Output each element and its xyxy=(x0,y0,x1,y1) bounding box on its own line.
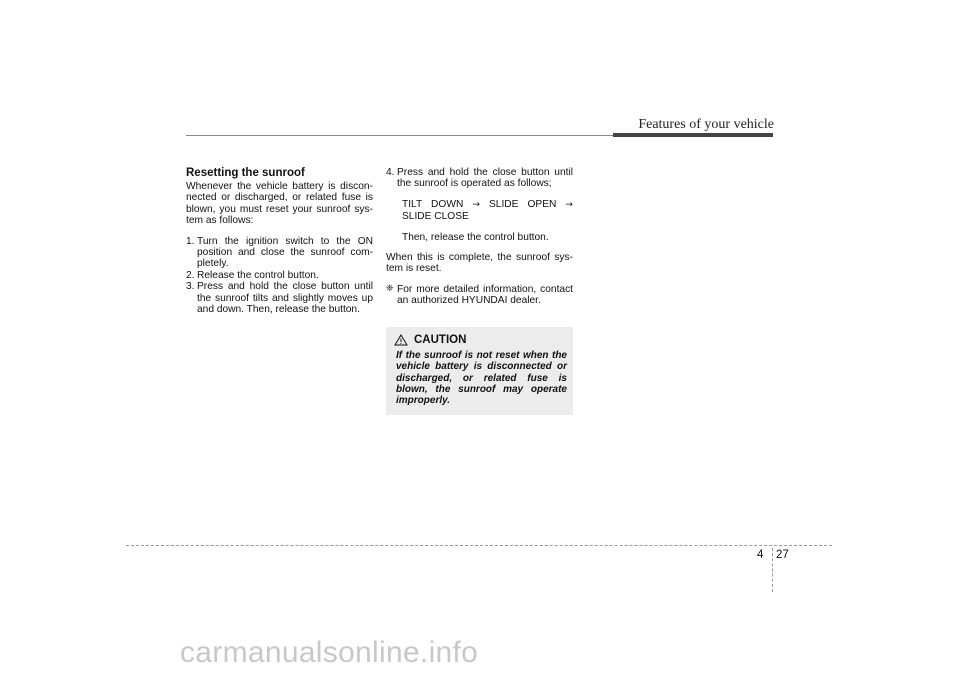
sequence-step: SLIDE OPEN xyxy=(488,198,557,210)
watermark: carmanualsonline.info xyxy=(180,636,479,669)
list-item xyxy=(186,281,373,315)
right-column xyxy=(386,167,573,307)
header-title: Features of your vehicle xyxy=(638,117,774,132)
completion-paragraph: When this is complete, the sunroof sys-tem is reset. xyxy=(386,252,573,275)
sequence-step: SLIDE CLOSE xyxy=(402,211,469,223)
page-number-divider xyxy=(772,548,773,592)
list-number: 4. xyxy=(386,167,395,178)
warning-triangle-icon xyxy=(394,334,408,346)
page-number: 27 xyxy=(776,549,789,561)
note xyxy=(386,284,573,307)
caution-title: CAUTION xyxy=(414,334,467,346)
caution-box xyxy=(386,327,573,415)
list-item xyxy=(186,236,373,270)
header-rule-accent xyxy=(613,133,773,137)
list-number: 2. xyxy=(186,269,195,281)
list-text: Turn the ignition switch to the ON position and close the sunroof com-pletely. xyxy=(197,235,373,270)
list-text: Release the control button. xyxy=(197,269,319,281)
arrow-right-icon: → xyxy=(565,199,573,210)
list-item xyxy=(186,270,373,281)
section-heading: Resetting the sunroof xyxy=(186,167,305,179)
list-number: 3. xyxy=(186,281,195,293)
list-item xyxy=(386,167,573,190)
note-text: For more detailed information, contact an authorized HYUNDAI dealer. xyxy=(397,283,573,307)
intro-paragraph: Whenever the vehicle battery is discon-nected or discharged, or related fuse is blown, you must reset your sunroof sys-tem as follows: xyxy=(186,181,373,227)
release-instruction: Then, release the control button. xyxy=(402,231,549,243)
list-number: 1. xyxy=(186,235,195,247)
chapter-number: 4 xyxy=(757,549,764,561)
caution-header xyxy=(394,334,466,346)
footer-rule xyxy=(126,545,832,546)
left-column xyxy=(186,167,373,315)
list-text: Press and hold the close button until the sunroof is operated as follows; xyxy=(397,167,573,190)
caution-text: If the sunroof is not reset when the vehicle battery is disconnected or discharged, or related fuse is blown, the sunroof may operate improperly. xyxy=(396,350,567,407)
sequence-line xyxy=(386,199,573,211)
note-symbol-icon: ❈ xyxy=(386,283,394,294)
arrow-right-icon: → xyxy=(472,199,480,210)
sequence-step: TILT DOWN xyxy=(402,198,464,210)
list-text: Press and hold the close button until the sunroof tilts and slightly moves up and down. Then, release the button. xyxy=(197,281,373,316)
